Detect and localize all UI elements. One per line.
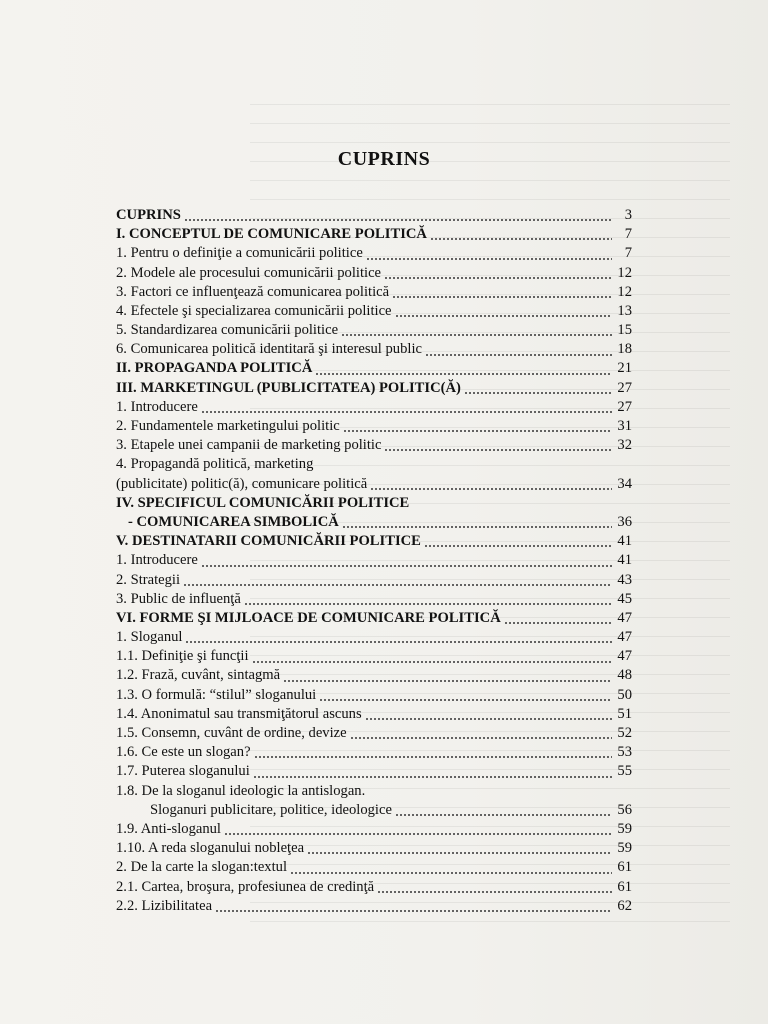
toc-entry-label: V. DESTINATARII COMUNICĂRII POLITICE [116,533,421,550]
toc-entry-label: 3. Public de influenţă [116,590,241,607]
toc-entry [116,762,632,781]
toc-entry [116,340,632,359]
toc-entry-page-number: 55 [617,763,632,780]
toc-entry-page-number: 48 [617,667,632,684]
toc-entry-page-number: 15 [617,322,632,339]
toc-entry [116,820,632,839]
dot-leader [254,756,612,758]
dot-leader [342,526,612,528]
toc-entry-page-number: 3 [624,206,632,223]
toc-entry [116,436,632,455]
toc-entry-page-number: 18 [617,341,632,358]
dot-leader [395,315,612,317]
toc-entry [116,858,632,877]
toc-entry-label: 2.1. Cartea, broşura, profesiunea de credinţă [116,878,375,895]
toc-entry-label: Sloganuri publicitare, politice, ideologice [150,801,392,818]
toc-entry-label: IV. SPECIFICUL COMUNICĂRII POLITICE [116,494,410,511]
page-title: CUPRINS [337,148,431,170]
toc-entry-page-number: 53 [617,744,632,761]
toc-entry-page-number: 21 [617,360,632,377]
table-of-contents [116,206,632,916]
toc-entry-page-number: 45 [617,590,632,607]
toc-entry [116,551,632,570]
dot-leader [341,334,612,336]
toc-entry-page-number: 41 [617,552,632,569]
toc-entry-page-number: 41 [617,533,632,550]
toc-entry [116,782,632,801]
dot-leader [384,277,612,279]
toc-entry [116,647,632,666]
toc-entry [116,379,632,398]
dot-leader [370,488,612,490]
dot-leader [377,891,612,893]
toc-entry-page-number: 31 [617,418,632,435]
toc-entry [116,724,632,743]
dot-leader [395,814,612,816]
toc-entry [116,686,632,705]
toc-entry [116,417,632,436]
toc-entry-page-number: 12 [617,283,632,300]
toc-entry-label: II. PROPAGANDA POLITICĂ [116,360,313,377]
dot-leader [430,238,612,240]
toc-entry-label: 2. Modele ale procesului comunicării politice [116,264,382,281]
dot-leader [252,661,612,663]
toc-entry-page-number: 61 [617,859,632,876]
toc-entry [116,705,632,724]
toc-entry-label: 1.2. Frază, cuvânt, sintagmă [116,667,281,684]
toc-entry [116,283,632,302]
toc-entry-label: 1. Pentru o definiţie a comunicării politice [116,245,363,262]
dot-leader [392,296,612,298]
toc-entry-label: I. CONCEPTUL DE COMUNICARE POLITICĂ [116,226,427,243]
toc-entry-page-number: 47 [617,629,632,646]
toc-entry-label: - COMUNICAREA SIMBOLICĂ [128,513,339,530]
dot-leader [244,603,612,605]
dot-leader [183,584,612,586]
toc-entry-page-number: 56 [617,801,632,818]
toc-entry [116,206,632,225]
toc-entry-label: VI. FORME ŞI MIJLOACE DE COMUNICARE POLITICĂ [116,609,501,626]
toc-entry-label: 2. Fundamentele marketingului politic [116,418,340,435]
toc-entry [116,302,632,321]
toc-entry [116,897,632,916]
toc-entry-label: 1.8. De la sloganul ideologic la antislogan. [116,782,366,799]
toc-entry [116,455,632,474]
toc-entry-page-number: 43 [617,571,632,588]
toc-entry-page-number: 27 [617,398,632,415]
toc-entry-page-number: 62 [617,897,632,914]
dot-leader [201,411,612,413]
toc-entry-label: 2. Strategii [116,571,181,588]
dot-leader [224,833,612,835]
dot-leader [424,545,612,547]
toc-entry-page-number: 27 [617,379,632,396]
toc-entry-page-number: 12 [617,264,632,281]
toc-entry [116,667,632,686]
toc-entry [116,225,632,244]
dot-leader [184,219,612,221]
toc-entry-label: (publicitate) politic(ă), comunicare politică [116,475,368,492]
toc-entry-page-number: 7 [624,226,632,243]
toc-entry [116,801,632,820]
toc-entry [116,244,632,263]
toc-entry-page-number: 59 [617,840,632,857]
toc-entry-label: 3. Etapele unei campanii de marketing politic [116,437,382,454]
toc-entry-page-number: 51 [617,705,632,722]
toc-entry-page-number: 36 [617,513,632,530]
toc-entry-page-number: 32 [617,437,632,454]
dot-leader [319,699,612,701]
toc-entry-label: 1.1. Definiţie şi funcţii [116,648,249,665]
toc-entry [116,398,632,417]
toc-entry-label: 1. Introducere [116,398,198,415]
dot-leader [290,872,612,874]
toc-entry-page-number: 61 [617,878,632,895]
toc-entry [116,609,632,628]
toc-entry-label: 5. Standardizarea comunicării politice [116,322,339,339]
toc-entry-label: 1. Sloganul [116,629,183,646]
toc-entry-label: 4. Propagandă politică, marketing [116,456,314,473]
toc-entry [116,839,632,858]
toc-entry-page-number: 13 [617,302,632,319]
toc-entry-page-number: 52 [617,725,632,742]
toc-entry-page-number: 34 [617,475,632,492]
dot-leader [185,641,612,643]
toc-entry-label: 6. Comunicarea politică identitară şi interesul public [116,341,422,358]
toc-entry [116,494,632,513]
toc-entry [116,878,632,897]
toc-entry-page-number: 59 [617,820,632,837]
toc-entry-label: 4. Efectele şi specializarea comunicării politice [116,302,392,319]
dot-leader [283,680,612,682]
toc-entry-label: 3. Factori ce influenţează comunicarea politică [116,283,390,300]
dot-leader [365,718,612,720]
toc-entry [116,475,632,494]
toc-entry-label: 1.7. Puterea sloganului [116,763,250,780]
dot-leader [315,373,612,375]
toc-entry-label: 2.2. Lizibilitatea [116,897,213,914]
toc-entry [116,321,632,340]
dot-leader [215,910,612,912]
dot-leader [464,392,612,394]
dot-leader [504,622,612,624]
toc-entry-page-number: 50 [617,686,632,703]
toc-entry-page-number: 47 [617,609,632,626]
toc-entry-label: 1.5. Consemn, cuvânt de ordine, devize [116,725,347,742]
toc-entry [116,743,632,762]
toc-entry-label: CUPRINS [116,206,181,223]
dot-leader [343,430,612,432]
toc-entry [116,532,632,551]
toc-entry [116,513,632,532]
toc-entry-label: 1.6. Ce este un slogan? [116,744,251,761]
dot-leader [425,354,612,356]
toc-entry [116,571,632,590]
toc-entry-label: 1. Introducere [116,552,198,569]
toc-entry [116,264,632,283]
toc-entry-label: III. MARKETINGUL (PUBLICITATEA) POLITIC(Ă) [116,379,461,396]
dot-leader [384,449,612,451]
toc-entry-label: 1.10. A reda sloganului nobleţea [116,840,305,857]
dot-leader [253,776,612,778]
dot-leader [366,258,612,260]
toc-entry [116,360,632,379]
toc-entry-label: 1.4. Anonimatul sau transmiţătorul ascuns [116,705,362,722]
dot-leader [307,852,612,854]
toc-entry-label: 2. De la carte la slogan:textul [116,859,288,876]
toc-entry [116,628,632,647]
dot-leader [201,565,612,567]
toc-entry-label: 1.9. Anti-sloganul [116,820,221,837]
dot-leader [350,737,612,739]
toc-entry-page-number: 7 [624,245,632,262]
toc-entry-label: 1.3. O formulă: “stilul” sloganului [116,686,317,703]
toc-entry [116,590,632,609]
toc-entry-page-number: 47 [617,648,632,665]
